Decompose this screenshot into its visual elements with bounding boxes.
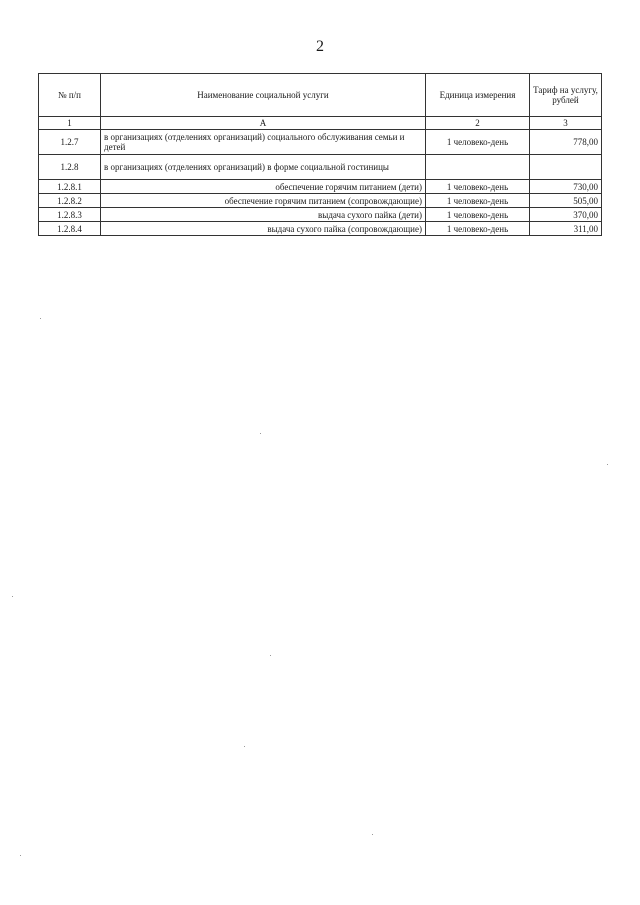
table-row bbox=[39, 194, 602, 208]
row-tariff: 370,00 bbox=[530, 208, 602, 222]
scan-speck bbox=[40, 318, 41, 319]
row-number: 1.2.8.4 bbox=[39, 222, 101, 236]
row-tariff: 778,00 bbox=[530, 130, 602, 155]
page-number: 2 bbox=[316, 38, 324, 55]
row-unit: 1 человеко-день bbox=[426, 194, 530, 208]
row-tariff: 505,00 bbox=[530, 194, 602, 208]
column-numbers-row bbox=[39, 117, 602, 130]
colnum-num: 1 bbox=[39, 117, 101, 130]
scan-speck bbox=[244, 746, 245, 747]
scan-speck bbox=[260, 433, 261, 434]
table-row bbox=[39, 130, 602, 155]
row-service-name: обеспечение горячим питанием (сопровождающие) bbox=[101, 194, 426, 208]
colnum-tariff: 3 bbox=[530, 117, 602, 130]
table-row bbox=[39, 155, 602, 180]
scan-speck bbox=[12, 596, 13, 597]
table-row bbox=[39, 222, 602, 236]
row-unit: 1 человеко-день bbox=[426, 208, 530, 222]
scan-speck bbox=[270, 655, 271, 656]
row-unit: 1 человеко-день bbox=[426, 222, 530, 236]
row-number: 1.2.8.1 bbox=[39, 180, 101, 194]
colnum-name: А bbox=[101, 117, 426, 130]
colnum-unit: 2 bbox=[426, 117, 530, 130]
scan-speck bbox=[20, 855, 21, 856]
row-service-name: обеспечение горячим питанием (дети) bbox=[101, 180, 426, 194]
row-unit: 1 человеко-день bbox=[426, 180, 530, 194]
row-service-name: выдача сухого пайка (сопровождающие) bbox=[101, 222, 426, 236]
header-tariff: Тариф на услугу, рублей bbox=[530, 74, 602, 117]
table-body bbox=[39, 130, 602, 236]
table-row bbox=[39, 180, 602, 194]
header-num: № п/п bbox=[39, 74, 101, 117]
scan-speck bbox=[372, 834, 373, 835]
table-header-row bbox=[39, 74, 602, 117]
row-tariff bbox=[530, 155, 602, 180]
header-name: Наименование социальной услуги bbox=[101, 74, 426, 117]
row-service-name: в организациях (отделениях организаций) в форме социальной гостиницы bbox=[101, 155, 426, 180]
row-unit: 1 человеко-день bbox=[426, 130, 530, 155]
row-unit bbox=[426, 155, 530, 180]
row-number: 1.2.8 bbox=[39, 155, 101, 180]
row-service-name: в организациях (отделениях организаций) социального обслуживания семьи и детей bbox=[101, 130, 426, 155]
row-service-name: выдача сухого пайка (дети) bbox=[101, 208, 426, 222]
row-tariff: 311,00 bbox=[530, 222, 602, 236]
row-number: 1.2.8.3 bbox=[39, 208, 101, 222]
row-number: 1.2.8.2 bbox=[39, 194, 101, 208]
header-unit: Единица измерения bbox=[426, 74, 530, 117]
row-number: 1.2.7 bbox=[39, 130, 101, 155]
tariff-table bbox=[38, 73, 602, 236]
row-tariff: 730,00 bbox=[530, 180, 602, 194]
table-row bbox=[39, 208, 602, 222]
scan-speck bbox=[607, 464, 608, 465]
